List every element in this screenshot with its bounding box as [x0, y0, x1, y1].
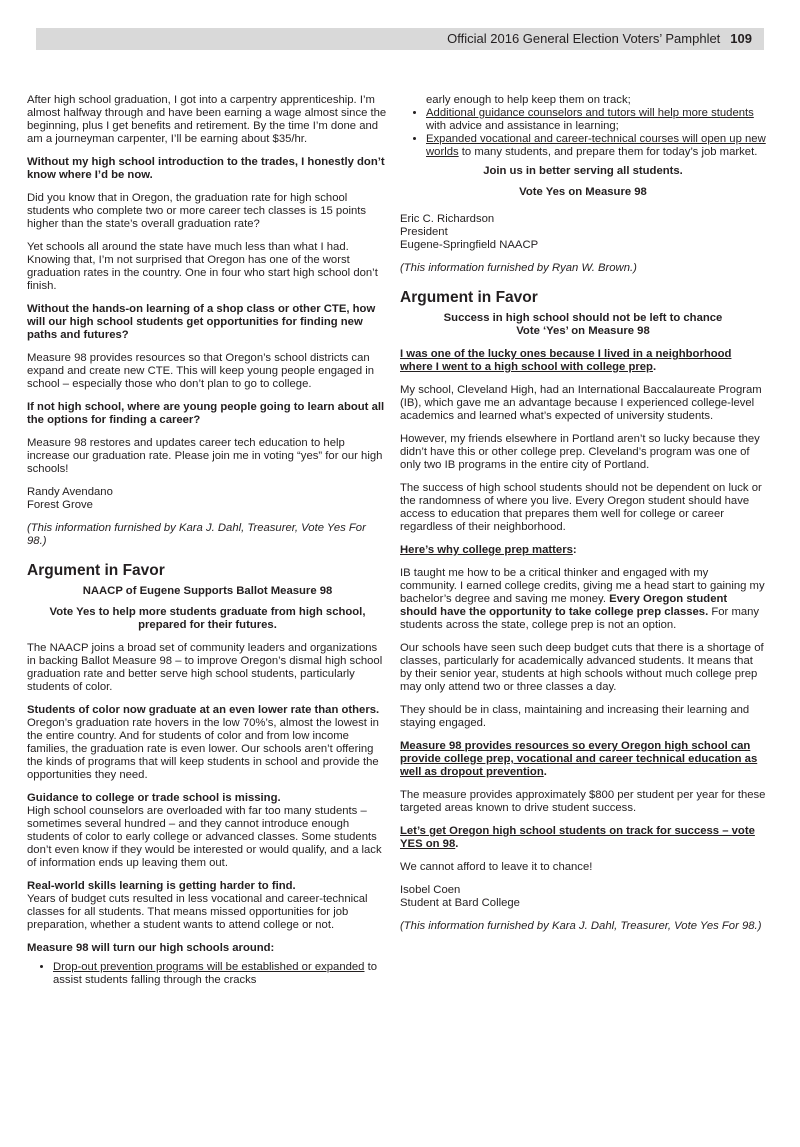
signer-place: Forest Grove: [27, 499, 93, 511]
paragraph: Years of budget cuts resulted in less vocational and career-technical classes for all students. That means missed opportunities for job preparation, whether a student wants to attend college or not.: [27, 893, 368, 931]
signer-name: Isobel Coen: [400, 884, 461, 896]
bold-statement: Let’s get Oregon high school students on track for success – vote YES on 98.: [400, 825, 755, 850]
argument-heading: Argument in Favor: [27, 562, 165, 579]
bold-text: Every Oregon student should have the opportunity to take college prep classes.: [400, 593, 728, 618]
signer-org: Eugene-Springfield NAACP: [400, 239, 539, 251]
paragraph: Yet schools all around the state have much less than what I had. Knowing that, I’m not surprised that Oregon has one of the worst graduation rates in the country. One in four who start high school don’t finish.: [27, 241, 378, 292]
subheading-line: Vote ‘Yes’ on Measure 98: [516, 325, 650, 337]
signer-name: Randy Avendano: [27, 486, 113, 498]
header-title: Official 2016 General Election Voters’ Pamphlet: [447, 31, 721, 46]
underlined-text: Let’s get Oregon high school students on track for success – vote YES on 98: [400, 825, 755, 850]
underlined-text: Additional guidance counselors and tutors will help more students: [426, 107, 754, 119]
paragraph: The NAACP joins a broad set of community leaders and organizations in backing Ballot Measure 98 – to improve Oregon’s dismal high school graduation rate and better serve high school students, particularly students of color.: [27, 642, 383, 693]
bold-statement: Real-world skills learning is getting harder to find.: [27, 880, 296, 892]
call-to-action: Join us in better serving all students.: [483, 165, 683, 177]
paragraph: However, my friends elsewhere in Portland aren’t so lucky because they didn’t have this or other college prep. Cleveland’s program was one of only two IB programs in the entire city of Portland.: [400, 433, 760, 471]
underlined-text: Drop-out prevention programs will be established or expanded: [53, 961, 365, 973]
paragraph: My school, Cleveland High, had an International Baccalaureate Program (IB), which gave me an advantage because I experienced college-level academics and learned what’s expected of university students.: [400, 384, 762, 422]
list-item-text: to assist students falling through the cracks: [53, 961, 378, 986]
call-to-action: Vote Yes on Measure 98: [519, 186, 647, 198]
paragraph: We cannot afford to leave it to chance!: [400, 861, 593, 873]
paragraph-text: For many students across the state, college prep is not an option.: [400, 606, 760, 631]
argument-subheading: [400, 312, 766, 338]
furnished-note: (This information furnished by Kara J. Dahl, Treasurer, Vote Yes For 98.): [27, 522, 366, 547]
right-column: [400, 94, 766, 943]
bullet-list: [400, 107, 766, 159]
paragraph: They should be in class, maintaining and increasing their learning and staying engaged.: [400, 704, 750, 729]
paragraph: Did you know that in Oregon, the graduation rate for high school students who complete two or more career tech classes is 15 points higher than the state’s overall graduation rate?: [27, 192, 367, 230]
paragraph: Our schools have seen such deep budget cuts that there is a shortage of classes, particularly for academically advanced students. It means that by their senior year, students at high schools without much college prep may only attend two or three classes a day.: [400, 642, 764, 693]
page-header: [36, 28, 764, 50]
bold-statement: Without my high school introduction to the trades, I honestly don’t know where I’d be now.: [27, 156, 385, 181]
left-column: [27, 94, 388, 995]
underlined-text: Expanded vocational and career-technical courses will open up new worlds: [426, 133, 766, 158]
argument-subheading: NAACP of Eugene Supports Ballot Measure 98: [82, 585, 333, 597]
underlined-text: I was one of the lucky ones because I lived in a neighborhood where I went to a high school with college prep: [400, 348, 732, 373]
bold-statement: Measure 98 will turn our high schools around:: [27, 942, 275, 954]
header-text: [447, 31, 752, 47]
paragraph-text: IB taught me how to be a critical thinker and engaged with my community. I earned college credits, giving me a head start to gaining my bachelor’s degree and saving me money.: [400, 567, 765, 605]
bold-statement: If not high school, where are young people going to learn about all the options for finding a career?: [27, 401, 385, 426]
list-item-text: early enough to help keep them on track;: [426, 94, 631, 106]
paragraph: After high school graduation, I got into a carpentry apprenticeship. I’m almost halfway through and have been earning a wage almost since the beginning, plus I get benefits and retirement. By the time I’m done and am a journeyman carpenter, I’ll be earning about $35/hr.: [27, 94, 387, 145]
list-item: [53, 961, 388, 987]
signature: [400, 213, 766, 252]
paragraph: The success of high school students should not be dependent on luck or the randomness of where you live. Every Oregon student should have access to education that prepares them well for college or career regardless of their neighborhood.: [400, 482, 762, 533]
paragraph: Measure 98 provides resources so that Oregon’s school districts can expand and create new CTE. This will keep young people engaged in school – especially those who don’t plan to go to college.: [27, 352, 375, 390]
list-item: [426, 107, 766, 133]
signature: [400, 884, 766, 910]
paragraph: High school counselors are overloaded with far too many students – sometimes several hundred – and they cannot introduce enough students of color to early college or advanced classes. Some students don’t even know if they would be interested or would qualify, and a lack of information ends up leaving them out.: [27, 805, 382, 869]
bullet-list: [27, 961, 388, 987]
paragraph: Measure 98 restores and updates career tech education to help increase our graduation rate. Please join me in voting “yes” for our high schools!: [27, 437, 383, 475]
bold-statement: Measure 98 provides resources so every Oregon high school can provide college prep, vocational and career technical education as well as dropout prevention.: [400, 740, 758, 778]
list-item-text: to many students, and prepare them for today’s job market.: [458, 146, 758, 158]
furnished-note: (This information furnished by Ryan W. Brown.): [400, 262, 637, 274]
page-number: 109: [730, 31, 752, 46]
underlined-text: Here’s why college prep matters: [400, 544, 573, 556]
underlined-text: Measure 98 provides resources so every Oregon high school can provide college prep, vocational and career technical education as well as dropout prevention: [400, 740, 758, 778]
argument-subheading: Vote Yes to help more students graduate from high school, prepared for their futures.: [49, 606, 366, 631]
list-item: [426, 133, 766, 159]
subheading-line: Success in high school should not be left to chance: [443, 312, 723, 324]
list-continuation: [426, 94, 766, 107]
signer-title: President: [400, 226, 448, 238]
signature: [27, 486, 388, 512]
paragraph: Oregon’s graduation rate hovers in the low 70%’s, almost the lowest in the entire country. And for students of color and from low income families, the graduation rate is even lower. Our schools aren’t offering the kinds of programs that will keep students in school and provide the opportunities they need.: [27, 717, 379, 781]
signer-title: Student at Bard College: [400, 897, 520, 909]
paragraph: [400, 567, 766, 632]
paragraph: The measure provides approximately $800 per student per year for these targeted areas known to drive student success.: [400, 789, 766, 814]
furnished-note: (This information furnished by Kara J. Dahl, Treasurer, Vote Yes For 98.): [400, 920, 762, 932]
list-item-text: with advice and assistance in learning;: [426, 120, 619, 132]
argument-heading: Argument in Favor: [400, 289, 538, 306]
section-heading: Here’s why college prep matters:: [400, 544, 577, 556]
bold-statement: Guidance to college or trade school is missing.: [27, 792, 281, 804]
bold-statement: Students of color now graduate at an even lower rate than others.: [27, 704, 380, 716]
bold-statement: Without the hands-on learning of a shop class or other CTE, how will our high school students get opportunities for finding new paths and futures?: [27, 303, 376, 341]
lead-statement: I was one of the lucky ones because I lived in a neighborhood where I went to a high school with college prep.: [400, 348, 732, 373]
signer-name: Eric C. Richardson: [400, 213, 495, 225]
